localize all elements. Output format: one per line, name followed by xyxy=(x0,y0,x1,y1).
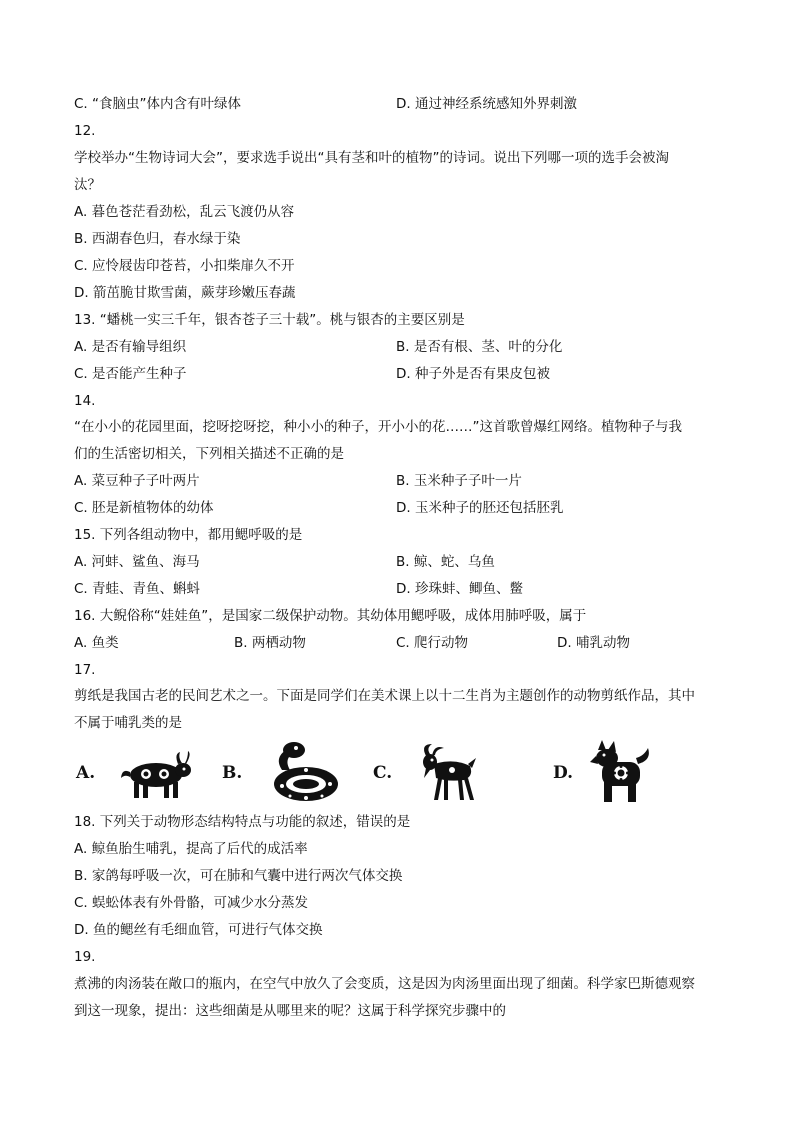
q15-option-a: A. 河蚌、鲨鱼、海马 xyxy=(74,554,200,570)
q17-label-b: B. xyxy=(222,763,243,783)
q14-option-c: C. 胚是新植物体的幼体 xyxy=(74,500,214,516)
q17-label-a: A. xyxy=(76,763,96,783)
q14-stem-line2: 们的生活密切相关，下列相关描述不正确的是 xyxy=(74,446,344,462)
q17-label-c: C. xyxy=(373,763,393,783)
q18-option-b: B. 家鸽每呼吸一次，可在肺和气囊中进行两次气体交换 xyxy=(74,868,403,884)
q12-option-a: A. 暮色苍茫看劲松，乱云飞渡仍从容 xyxy=(74,204,295,220)
q18-option-a: A. 鲸鱼胎生哺乳，提高了后代的成活率 xyxy=(74,841,308,857)
q19-stem-line2: 到这一现象，提出：这些细菌是从哪里来的呢？这属于科学探究步骤中的 xyxy=(74,1003,506,1019)
q18-option-d: D. 鱼的鳃丝有毛细血管，可进行气体交换 xyxy=(74,922,323,938)
goat-papercut-icon xyxy=(414,742,478,802)
q16-option-b: B. 两栖动物 xyxy=(234,635,306,651)
q11-option-d: D. 通过神经系统感知外界刺激 xyxy=(396,96,577,112)
q14-number: 14. xyxy=(74,393,96,409)
snake-papercut-icon xyxy=(268,740,342,804)
q13-option-a: A. 是否有输导组织 xyxy=(74,339,187,355)
q18-option-c: C. 蜈蚣体表有外骨骼，可减少水分蒸发 xyxy=(74,895,309,911)
q15-option-c: C. 青蛙、青鱼、蝌蚪 xyxy=(74,581,201,597)
q12-option-d: D. 箭茁脆甘欺雪菌，蕨芽珍嫩压春蔬 xyxy=(74,285,296,301)
q16-option-a: A. 鱼类 xyxy=(74,635,119,651)
q16-stem: 16. 大鲵俗称“娃娃鱼”，是国家二级保护动物。其幼体用鳃呼吸，成体用肺呼吸，属于 xyxy=(74,608,587,624)
q13-option-d: D. 种子外是否有果皮包被 xyxy=(396,366,550,382)
dog-papercut-icon xyxy=(590,740,654,804)
q12-stem-line2: 汰？ xyxy=(74,177,101,193)
q12-number: 12. xyxy=(74,123,96,139)
q12-stem-line1: 学校举办“生物诗词大会”，要求选手说出“具有茎和叶的植物”的诗词。说出下列哪一项的选手会被淘 xyxy=(74,150,669,166)
q15-stem: 15. 下列各组动物中，都用鳃呼吸的是 xyxy=(74,527,303,543)
q12-option-b: B. 西湖春色归，春水绿于染 xyxy=(74,231,241,247)
q14-option-a: A. 菜豆种子子叶两片 xyxy=(74,473,200,489)
q18-stem: 18. 下列关于动物形态结构特点与功能的叙述，错误的是 xyxy=(74,814,411,830)
q15-option-b: B. 鲸、蛇、乌鱼 xyxy=(396,554,495,570)
q19-number: 19. xyxy=(74,949,96,965)
q15-option-d: D. 珍珠蚌、鲫鱼、鳖 xyxy=(396,581,523,597)
q13-stem: 13. “蟠桃一实三千年，银杏苍子三十载”。桃与银杏的主要区别是 xyxy=(74,312,465,328)
q11-option-c: C. “食脑虫”体内含有叶绿体 xyxy=(74,96,241,112)
ox-papercut-icon xyxy=(116,748,196,802)
q16-option-d: D. 哺乳动物 xyxy=(557,635,630,651)
q17-stem-line2: 不属于哺乳类的是 xyxy=(74,715,182,731)
q13-option-b: B. 是否有根、茎、叶的分化 xyxy=(396,339,563,355)
q17-label-d: D. xyxy=(553,763,574,783)
q13-option-c: C. 是否能产生种子 xyxy=(74,366,187,382)
q17-number: 17. xyxy=(74,662,96,678)
q14-option-d: D. 玉米种子的胚还包括胚乳 xyxy=(396,500,564,516)
q14-option-b: B. 玉米种子子叶一片 xyxy=(396,473,522,489)
q12-option-c: C. 应怜屐齿印苍苔，小扣柴扉久不开 xyxy=(74,258,295,274)
q17-stem-line1: 剪纸是我国古老的民间艺术之一。下面是同学们在美术课上以十二生肖为主题创作的动物剪纸作品，其中 xyxy=(74,688,695,704)
q14-stem-line1: “在小小的花园里面，挖呀挖呀挖，种小小的种子，开小小的花……”这首歌曾爆红网络。植物种子与我 xyxy=(74,419,682,435)
q16-option-c: C. 爬行动物 xyxy=(396,635,469,651)
q19-stem-line1: 煮沸的肉汤装在敞口的瓶内，在空气中放久了会变质，这是因为肉汤里面出现了细菌。科学家巴斯德观察 xyxy=(74,976,695,992)
